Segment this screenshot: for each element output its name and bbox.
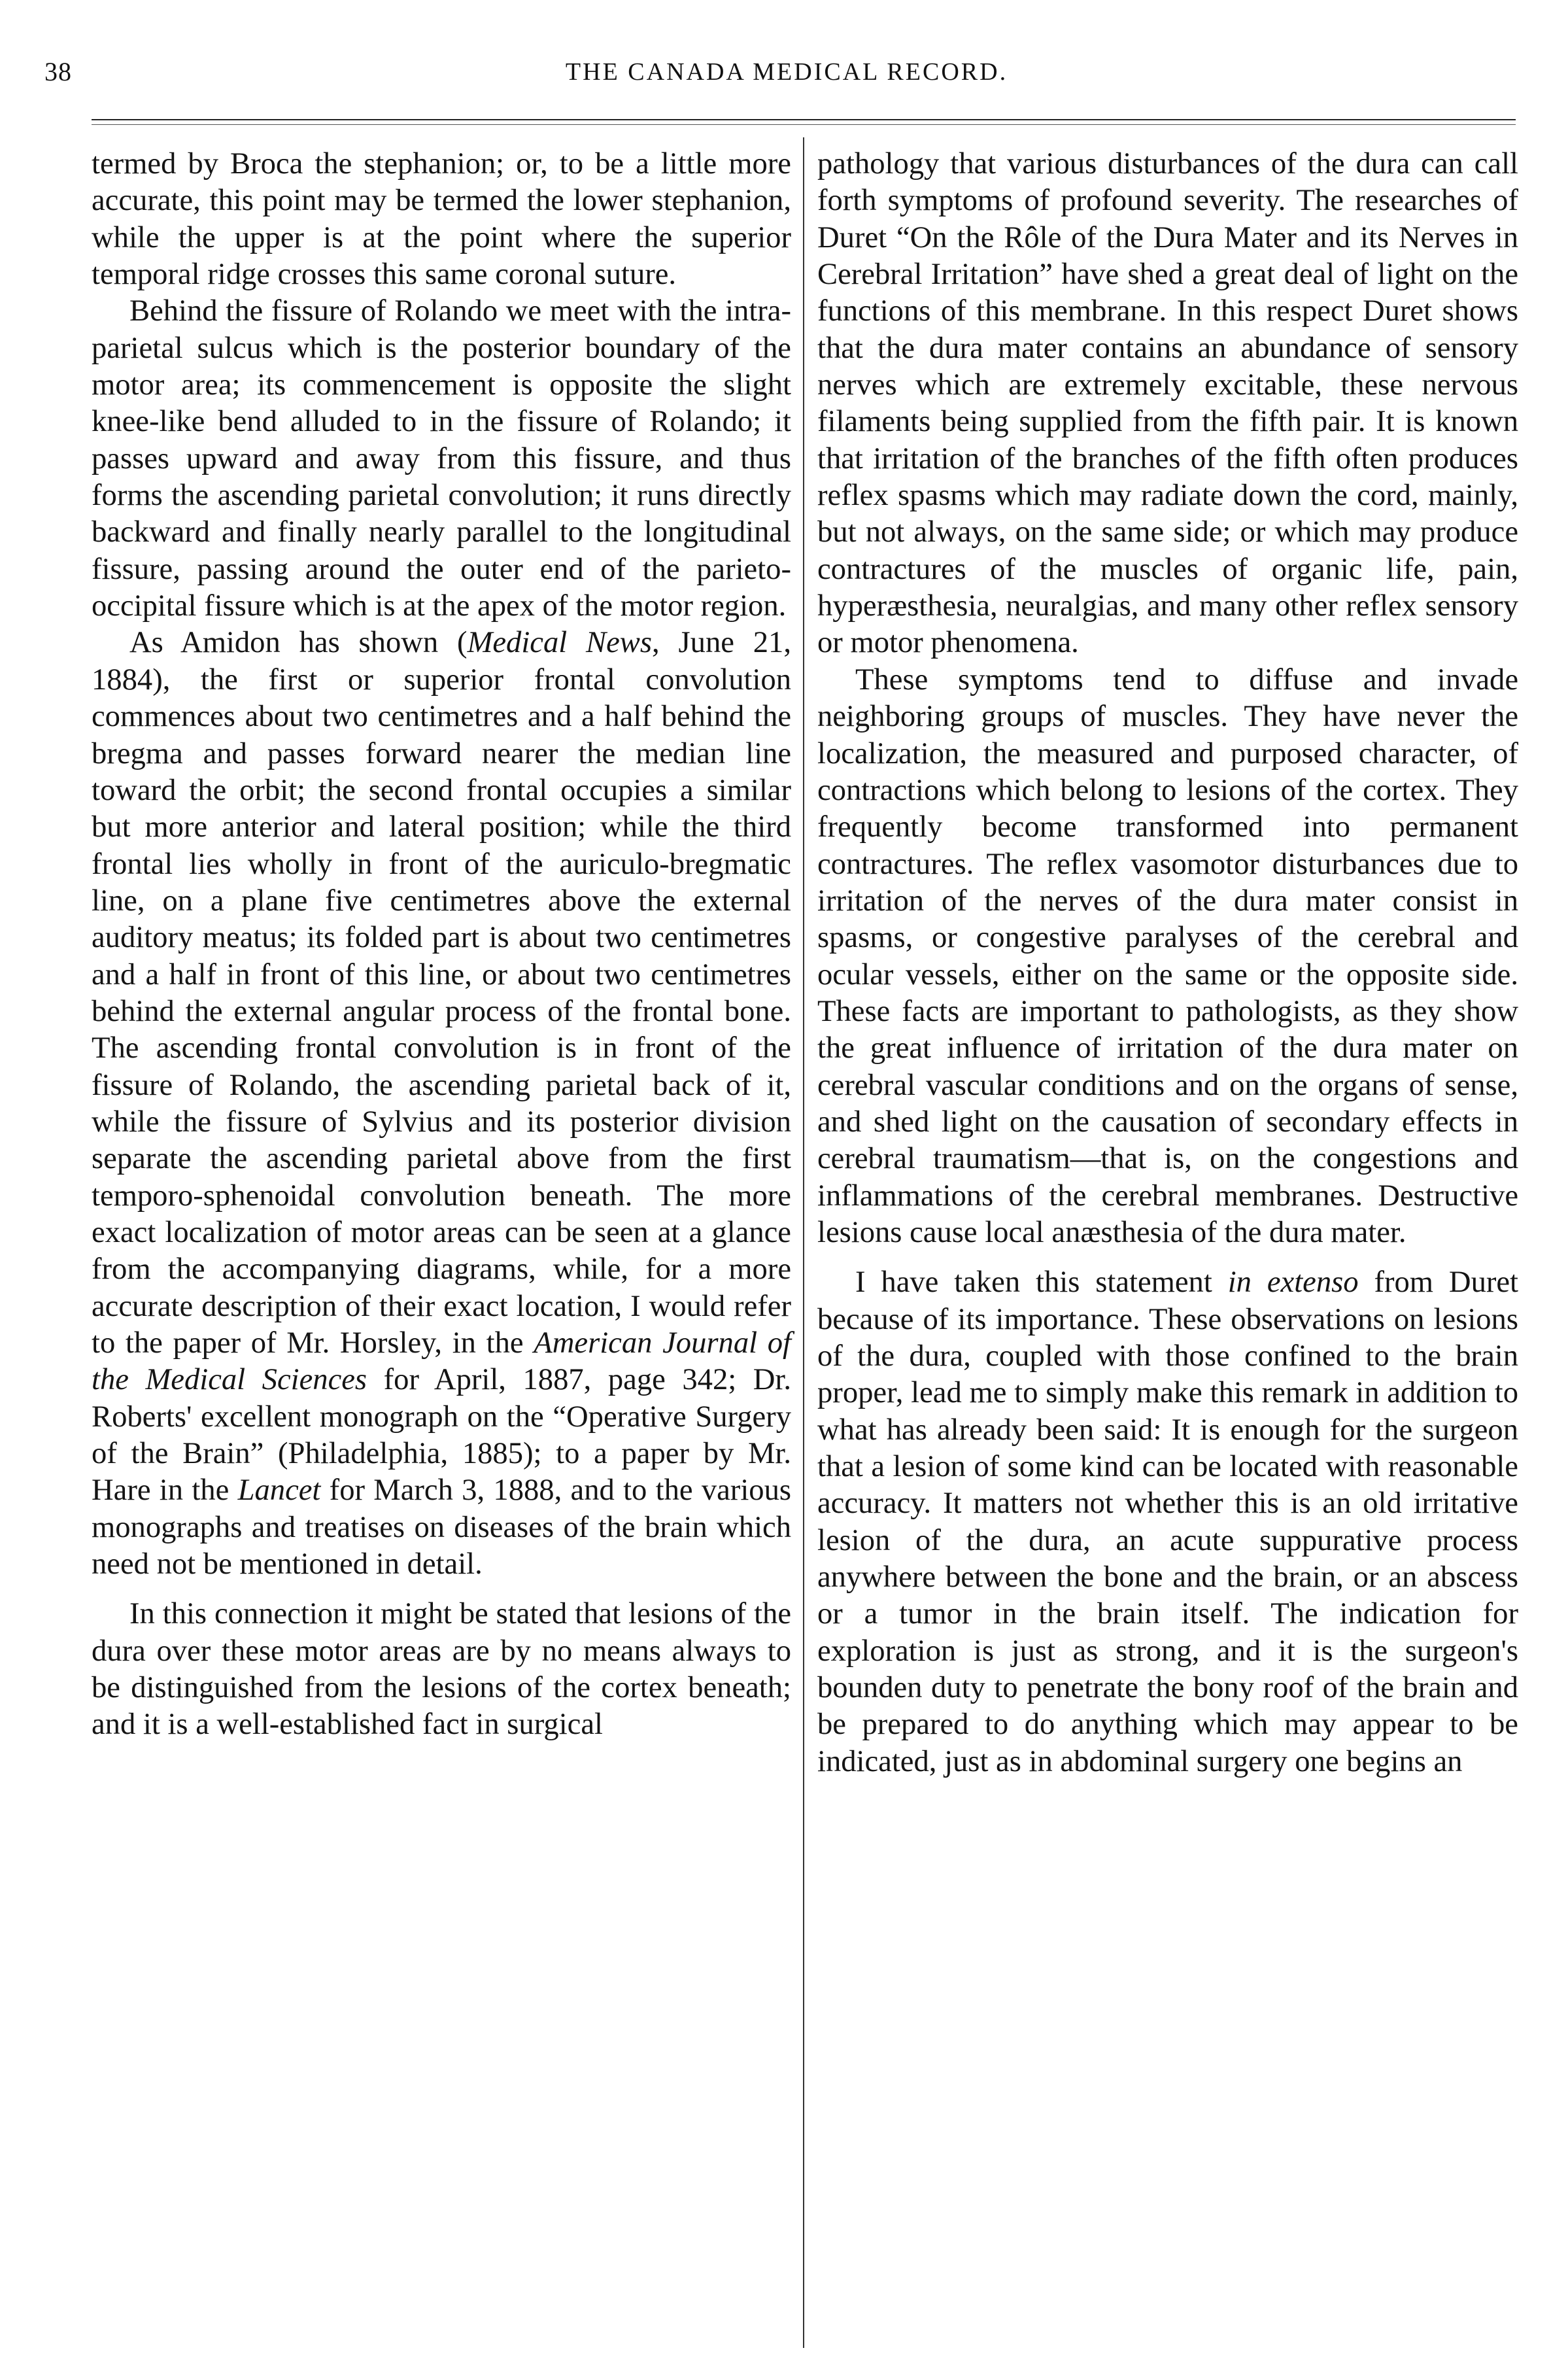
header-rule (92, 119, 1516, 120)
paragraph (92, 1595, 791, 1742)
paragraph-text: Behind the fissure of Rolando we meet with the intra-parietal sulcus which is the posterior boundary of the motor area; its commencement is opposite the slight knee-like bend alluded to in the fissure of Rolando; it passes upward and away from this fissure, and thus forms the ascending parietal convolution; it runs directly backward and finally nearly parallel to the longitudinal fissure, passing around the outer end of the parieto-occipital fissure which is at the apex of the motor region. (92, 294, 791, 623)
paragraph-text: In this connection it might be stated that lesions of the dura over these motor areas are by no means always to be distinguished from the lesions of the cortex beneath; and it is a well-established fact in surgical (92, 1596, 791, 1742)
paragraph-text: from Duret because of its importance. These observations on lesions of the dura, coupled with those confined to the brain proper, lead me to simply make this remark in addition to what has already been said: It is enough for the surgeon that a lesion of some kind can be located with reasonable accuracy. It matters not whether this is an old irritative lesion of the dura, an acute suppurative process anywhere between the bone and the brain, or an abscess or a tumor in the brain itself. The indication for exploration is just as strong, and it is the surgeon's bounden duty to penetrate the bony roof of the brain and be prepared to do anything which may appear to be indicated, just as in abdominal surgery one begins an (817, 1265, 1519, 1778)
paragraph-text: termed by Broca the stephanion; or, to be a little more accurate, this point may be termed the lower stephanion, while the upper is at the point where the superior temporal ridge crosses this same coronal suture. (92, 147, 791, 292)
paragraph-text: As Amidon has shown ( (129, 625, 468, 660)
paragraph-text: , June 21, 1884), the first or superior frontal convolution commences about two centimetres and a half behind the bregma and passes forward nearer the median line toward the orbit; the second frontal occupies a similar but more anterior and lateral position; while the third frontal lies wholly in front of the auriculo-bregmatic line, on a plane five centimetres above the external auditory meatus; its folded part is about two centimetres and a half in front of this line, or about two centimetres behind the external angular process of the frontal bone. The ascending frontal convolution is in front of the fissure of Rolando, the ascending parietal back of it, while the fissure of Sylvius and its posterior division separate the ascending parietal above from the first temporo-sphenoidal convolution beneath. The more exact localization of motor areas can be seen at a glance from the accompanying diagrams, while, for a more accurate description of their exact location, I would refer to the paper of Mr. Horsley, in the (92, 625, 791, 1360)
paragraph-text: These symptoms tend to diffuse and invade neighboring groups of muscles. They have never the localization, the measured and purposed character, of contractions which belong to lesions of the cortex. They frequently become transformed into permanent contractures. The reflex vasomotor disturbances due to irritation of the nerves of the dura mater consist in spasms, or congestive paralyses of the cerebral and ocular vessels, either on the same or the opposite side. These facts are important to pathologists, as they show the great influence of irritation of the dura mater on cerebral vascular conditions and on the organs of sense, and shed light on the causation of secondary effects in cerebral traumatism—that is, on the congestions and inflammations of the cerebral membranes. Destructive lesions cause local anæsthesia of the dura mater. (817, 662, 1518, 1249)
paragraph (92, 292, 791, 624)
page-header (44, 52, 1529, 105)
column-divider (803, 137, 804, 2348)
paragraph (817, 661, 1518, 1251)
left-column (92, 145, 791, 1743)
paragraph-text: for March 3, 1888, and to the various monographs and treatises on diseases of the brain which need not be mentioned in detail. (92, 1473, 791, 1581)
running-title: THE CANADA MEDICAL RECORD. (565, 58, 1008, 86)
right-column (817, 145, 1518, 1780)
header-rule-thin (92, 124, 1516, 125)
journal-title: Medical News (467, 625, 653, 660)
journal-title: Lancet (237, 1473, 321, 1508)
paragraph (92, 145, 791, 292)
paragraph (817, 145, 1518, 661)
paragraph (92, 624, 791, 1582)
journal-title: American Journal of the Medical Sciences (92, 1326, 791, 1397)
paragraph-text: pathology that various disturbances of the dura can call forth symptoms of profound severity. The researches of Duret “On the Rôle of the Dura Mater and its Nerves in Cerebral Irritation” have shed a great deal of light on the functions of this membrane. In this respect Duret shows that the dura mater contains an abundance of sensory nerves which are extremely excitable, these nervous filaments being supplied from the fifth pair. It is known that irritation of the branches of the fifth often produces reflex spasms which may radiate down the cord, mainly, but not always, on the same side; or which may produce contractures of the muscles of organic life, pain, hyperæsthesia, neuralgias, and many other reflex sensory or motor phenomena. (817, 147, 1518, 660)
emphasis-text: in extenso (1227, 1265, 1359, 1300)
paragraph (817, 1264, 1518, 1780)
page-number: 38 (44, 57, 72, 86)
paragraph-text: I have taken this statement (855, 1265, 1228, 1300)
paragraph-text: for April, 1887, page 342; Dr. Roberts' excellent monograph on the “Operative Surgery of the Brain” (Philadelphia, 1885); to a paper by Mr. Hare in the (92, 1362, 791, 1508)
